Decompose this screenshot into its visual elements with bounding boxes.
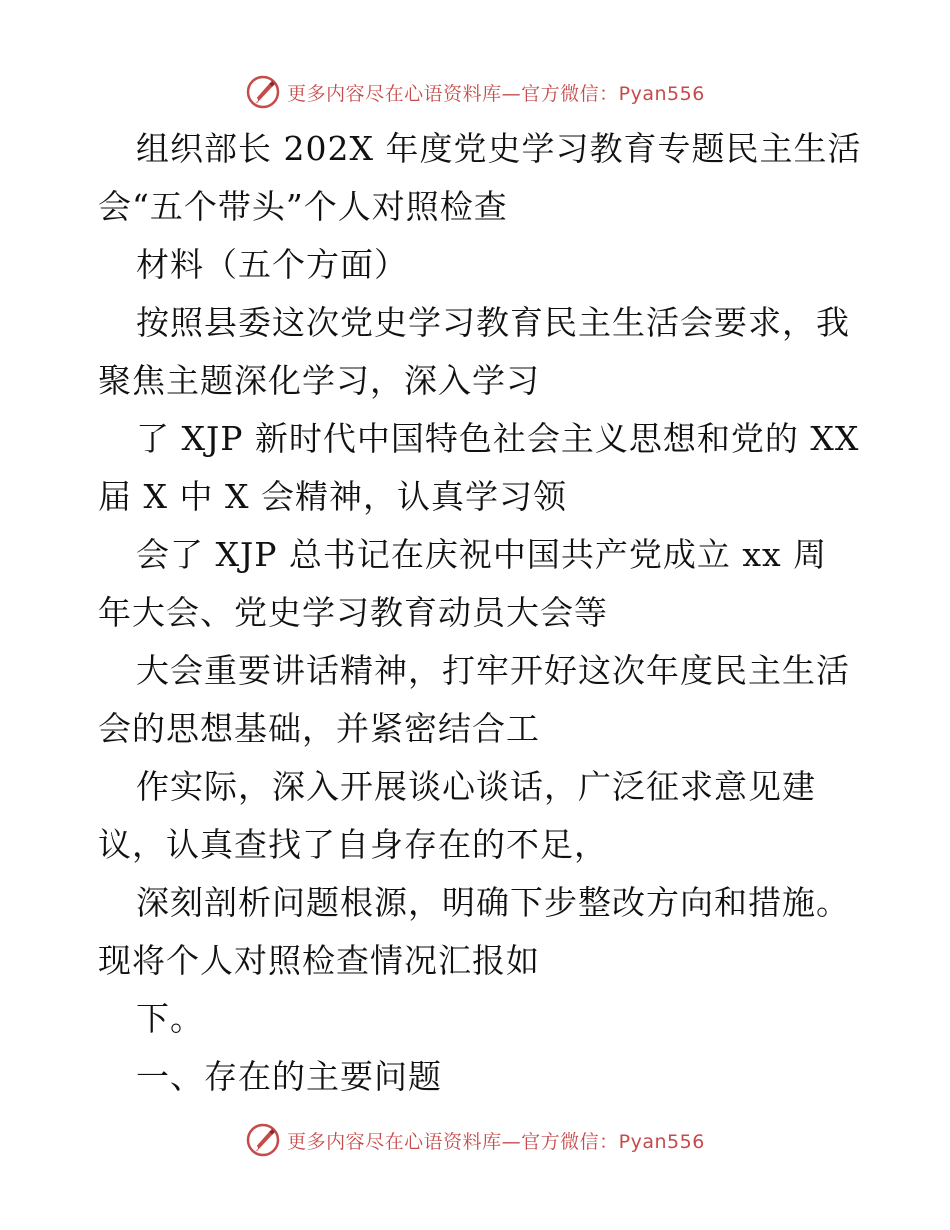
- text-line: 会的思想基础，并紧密结合工: [98, 709, 540, 748]
- text-line: 材料（五个方面）: [136, 245, 408, 284]
- text-line: 深刻剖析问题根源，明确下步整改方向和措施。: [136, 883, 850, 922]
- text-line: 会“五个带头”个人对照检查: [98, 187, 508, 226]
- text-line: 组织部长 202X 年度党史学习教育专题民主生活: [136, 129, 862, 168]
- text-line: 聚焦主题深化学习，深入学习: [98, 361, 540, 400]
- text-line: 现将个人对照检查情况汇报如: [98, 941, 540, 980]
- footer-watermark: [0, 1120, 950, 1160]
- text-line: 会了 XJP 总书记在庆祝中国共产党成立 xx 周: [136, 535, 828, 574]
- text-line: 年大会、党史学习教育动员大会等: [98, 593, 608, 632]
- text-line: 届 X 中 X 会精神，认真学习领: [98, 477, 567, 516]
- text-line: 了 XJP 新时代中国特色社会主义思想和党的 XX: [136, 419, 860, 458]
- pen-seal-icon: [245, 74, 281, 110]
- text-line: 按照县委这次党史学习教育民主生活会要求，我: [136, 303, 850, 342]
- pen-seal-icon: [245, 1122, 281, 1158]
- header-watermark: [0, 72, 950, 112]
- text-line: 大会重要讲话精神，打牢开好这次年度民主生活: [136, 651, 850, 690]
- watermark-text: 更多内容尽在心语资料库—官方微信：Pyan556: [287, 82, 705, 105]
- text-line: 作实际，深入开展谈心谈话，广泛征求意见建: [136, 767, 816, 806]
- text-line: 一、存在的主要问题: [136, 1057, 442, 1096]
- watermark-text: 更多内容尽在心语资料库—官方微信：Pyan556: [287, 1130, 705, 1153]
- text-line: 下。: [136, 999, 204, 1038]
- text-line: 议，认真查找了自身存在的不足，: [98, 825, 608, 864]
- document-body: [98, 120, 862, 1106]
